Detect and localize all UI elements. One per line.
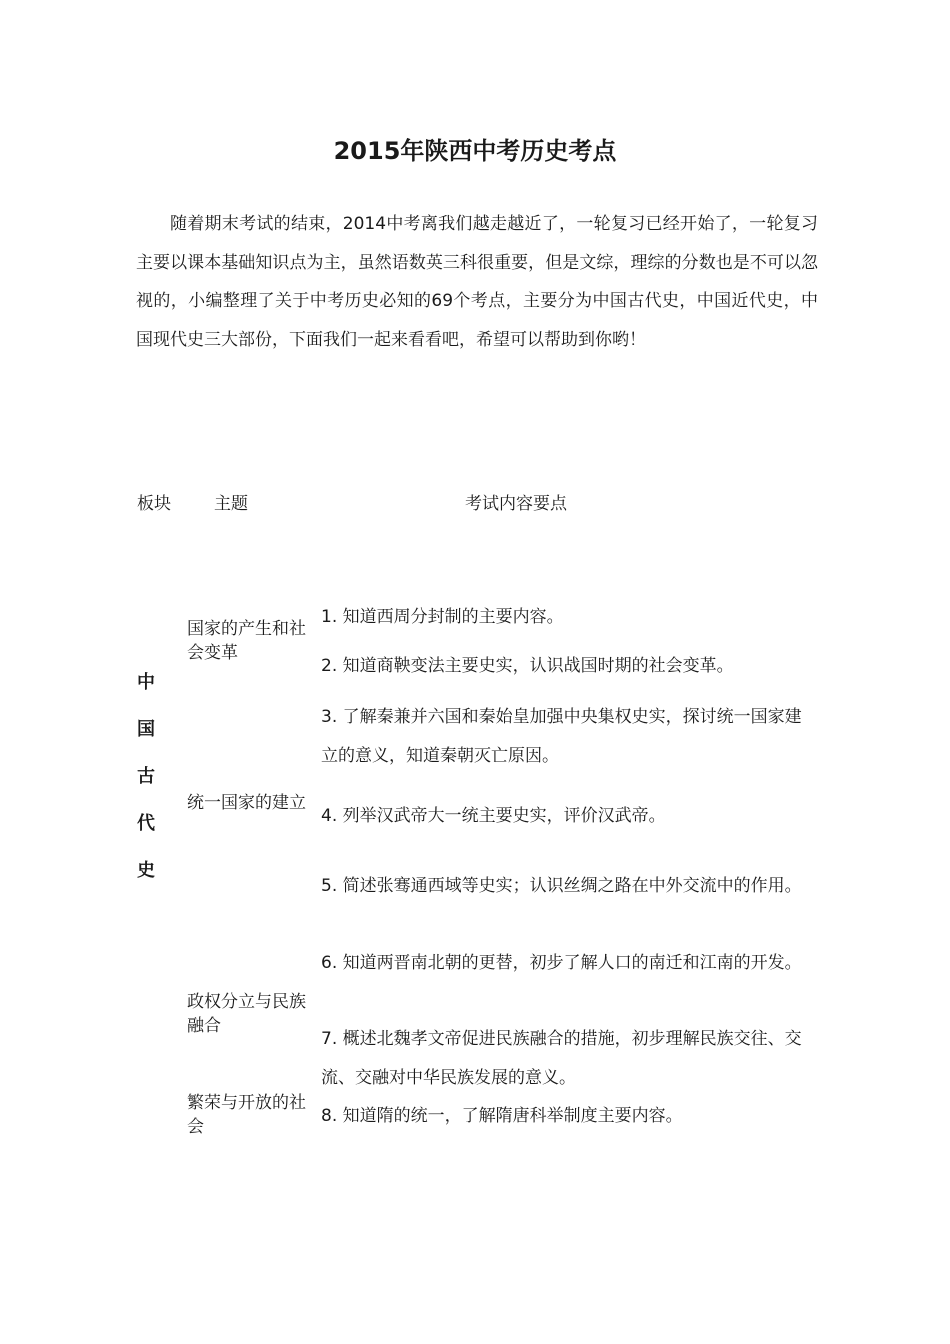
document-title: 2015年陕西中考历史考点 (333, 137, 617, 165)
content-item: 5. 简述张骞通西域等史实；认识丝绸之路在中外交流中的作用。 (321, 876, 802, 896)
section-char: 国 (137, 719, 155, 740)
section-char: 中 (137, 672, 155, 693)
topic-label: 政权分立与民族融合 (187, 992, 306, 1036)
content-item: 3. 了解秦兼并六国和秦始皇加强中央集权史实，探讨统一国家建立的意义，知道秦朝灭亡原因。 (321, 707, 802, 766)
section-label (137, 659, 157, 894)
content-item: 2. 知道商鞅变法主要史实，认识战国时期的社会变革。 (321, 656, 734, 676)
content-item: 4. 列举汉武帝大一统主要史实，评价汉武帝。 (321, 806, 666, 826)
content-item: 8. 知道隋的统一，了解隋唐科举制度主要内容。 (321, 1106, 683, 1126)
header-topic: 主题 (214, 494, 248, 514)
section-char: 古 (137, 766, 155, 787)
section-char: 代 (137, 813, 155, 834)
content-item: 1. 知道西周分封制的主要内容。 (321, 607, 564, 627)
content-item: 7. 概述北魏孝文帝促进民族融合的措施，初步理解民族交往、交流、交融对中华民族发展的意义。 (321, 1029, 802, 1088)
topic-label: 统一国家的建立 (187, 793, 306, 813)
header-content: 考试内容要点 (465, 494, 567, 514)
intro-paragraph: 随着期末考试的结束，2014中考离我们越走越近了，一轮复习已经开始了，一轮复习主要以课本基础知识点为主，虽然语数英三科很重要，但是文综，理综的分数也是不可以忽视的，小编整理了关于中考历史必知的69个考点，主要分为中国古代史，中国近代史，中国现代史三大部份，下面我们一起来看看吧，希望可以帮助到你哟！ (136, 214, 818, 350)
topic-label: 国家的产生和社会变革 (187, 619, 306, 663)
topic-label: 繁荣与开放的社会 (187, 1093, 306, 1137)
section-char: 史 (137, 860, 155, 881)
header-section: 板块 (137, 494, 171, 514)
content-item: 6. 知道两晋南北朝的更替，初步了解人口的南迁和江南的开发。 (321, 953, 802, 973)
